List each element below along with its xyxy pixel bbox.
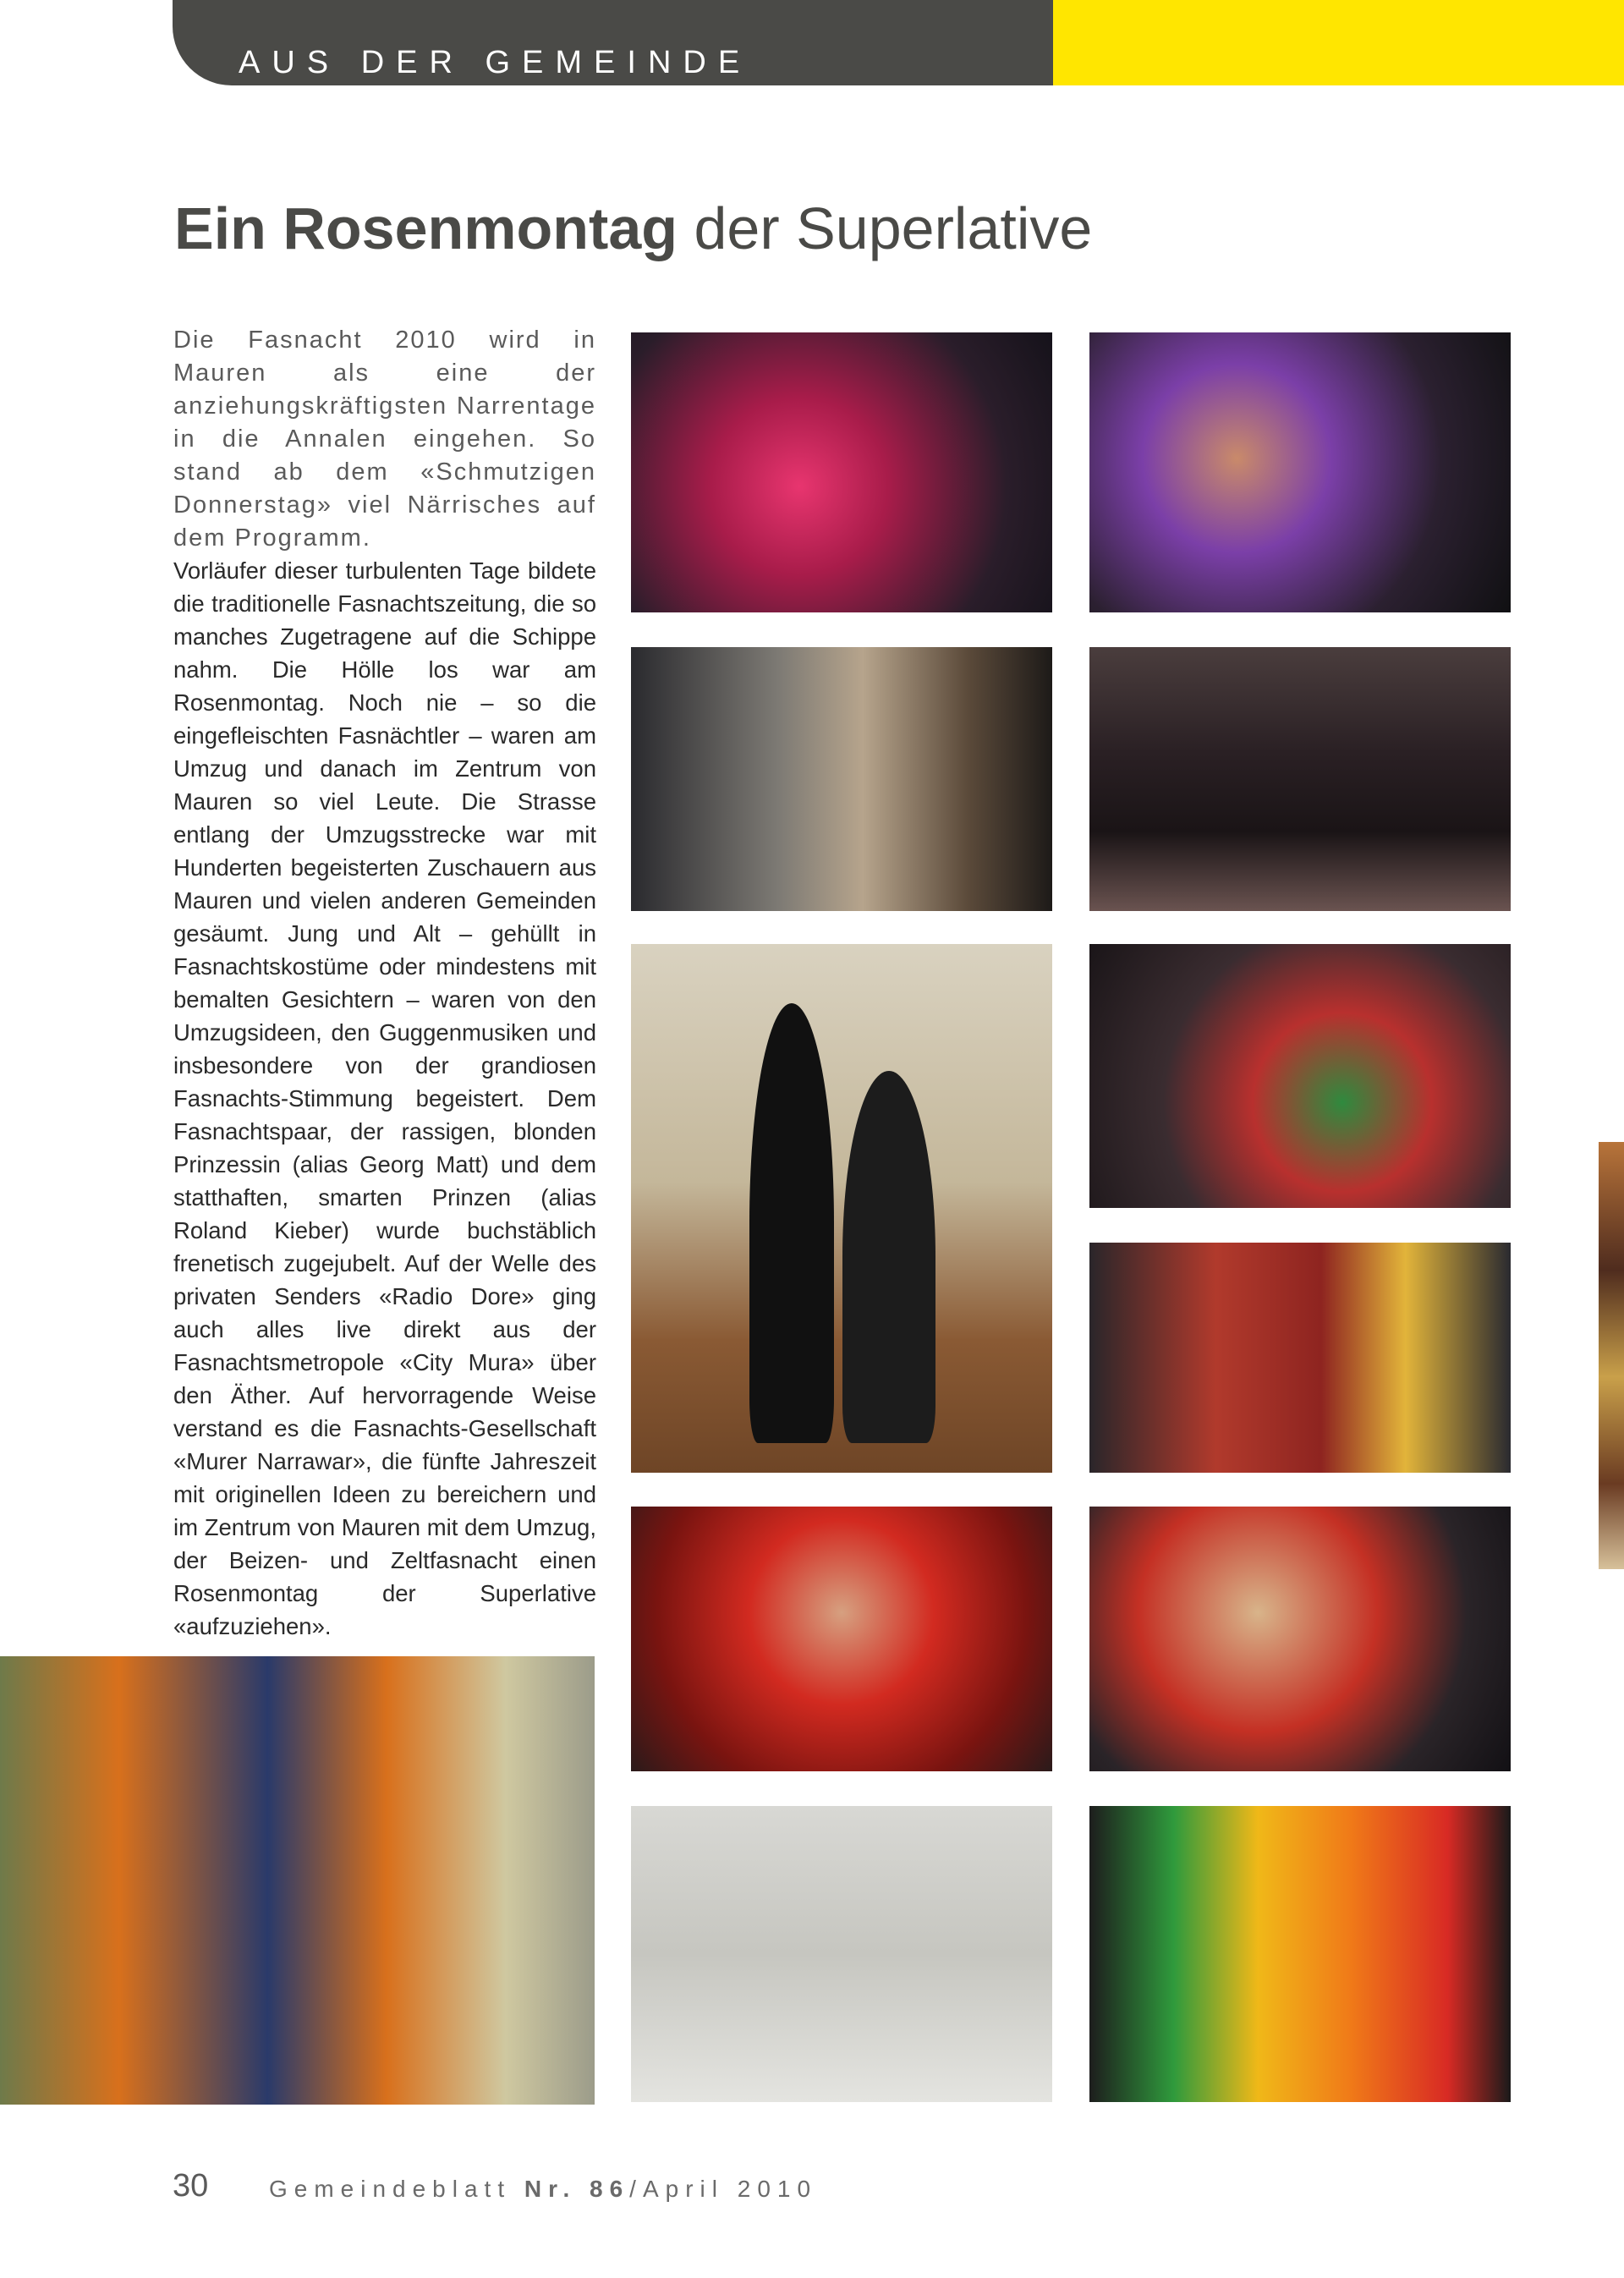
issue-number: Nr. 86	[524, 2176, 630, 2202]
publication-name: Gemeindeblatt	[269, 2176, 524, 2202]
article-title-rest: der Superlative	[678, 195, 1093, 261]
page-number: 30	[173, 2168, 209, 2204]
section-label: AUS DER GEMEINDE	[239, 45, 752, 80]
photo-prince-princess	[631, 944, 1052, 1473]
photo-women-feather-boas	[631, 332, 1052, 612]
header-accent-yellow	[1053, 0, 1624, 85]
photo-fruit-costumes	[1089, 1806, 1511, 2102]
article-title	[174, 193, 1092, 264]
photo-bar-group	[1089, 1243, 1511, 1473]
article-body: Vorläufer dieser turbulenten Tage bildete die traditionelle Fasnachtszeitung, die so manches Zugetragene auf die Schippe nahm. Die Hölle los war am Rosenmontag. Noch nie – so die eingefleischten Fasnächtler – waren am Umzug und danach im Zentrum von Mauren so viel Leute. Die Strasse entlang der Umzugsstrecke war mit Hunderten begeisterten Zuschauern aus Mauren und vielen anderen Gemeinden gesäumt. Jung und Alt – gehüllt in Fasnachtskostüme oder mindestens mit bemalten Gesichtern – waren von den Umzugsideen, den Guggenmusiken und insbesondere von der grandiosen Fasnachts-Stimmung begeistert. Dem Fasnachtspaar, der rassigen, blonden Prinzessin (alias Georg Matt) und dem statthaften, smarten Prinzen (alias Roland Kieber) wurde buchstäblich frenetisch zugejubelt. Auf der Welle des privaten Senders «Radio Dore» ging auch alles live direkt aus der Fasnachtsmetropole «City Mura» über den Äther. Auf hervorragende Weise verstand es die Fasnachts-Gesellschaft «Murer Narrawar», die fünfte Jahreszeit mit originellen Ideen zu bereichern und im Zentrum von Mauren mit dem Umzug, der Beizen- und Zeltfasnacht einen Rosenmontag der Superlative «aufzuziehen».	[173, 557, 596, 1639]
photo-orange-dresses-group	[0, 1656, 595, 2105]
photo-figure	[749, 1003, 834, 1443]
photo-next-page-edge	[1599, 1142, 1624, 1569]
photo-figure	[842, 1071, 935, 1443]
photo-crowd-green-costumes	[1089, 944, 1511, 1208]
publication-info	[269, 2174, 817, 2204]
photo-costumed-couple	[1089, 332, 1511, 612]
photo-ladybug-costumes	[631, 1507, 1052, 1771]
article-title-bold: Ein Rosenmontag	[174, 195, 678, 261]
issue-date: /April 2010	[629, 2176, 818, 2202]
article-lead: Die Fasnacht 2010 wird in Mauren als eine der anziehungskräftigsten Narrentage in die Annalen eingehen. So stand ab dem «Schmutzigen Donnerstag» viel Närrisches auf dem Programm.	[173, 327, 596, 552]
photo-dj-headphones	[631, 1806, 1052, 2102]
photo-woman-curly-wig	[1089, 1507, 1511, 1771]
photo-two-women-wigs	[631, 647, 1052, 911]
photo-group-black-dresses	[1089, 647, 1511, 911]
